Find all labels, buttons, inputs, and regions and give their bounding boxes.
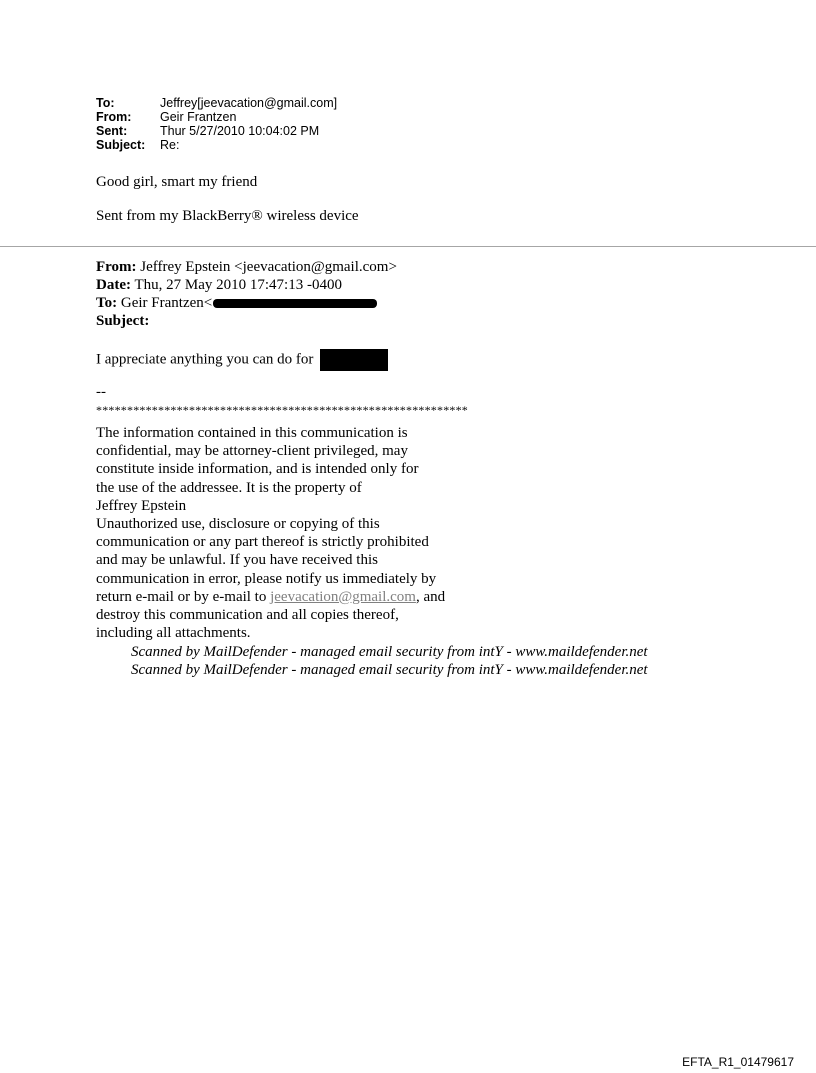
to-value: Jeffrey[jeevacation@gmail.com] [160,96,338,110]
scanned-notice: Scanned by MailDefender - managed email security from intY - www.maildefender.net [131,662,648,678]
quoted-date-label: Date: [96,277,131,293]
to-label: To: [96,96,115,110]
disclaimer-line: destroy this communication and all copies thereof, [96,607,399,624]
quoted-to-value: Geir Frantzen< [120,295,213,311]
disclaimer-link-line [96,588,516,606]
disclaimer-link-suffix: , and [415,588,446,605]
signature-separator: -- [96,384,106,400]
disclaimer-line: confidential, may be attorney-client privileged, may [96,443,408,460]
document-id: EFTA_R1_01479617 [682,1055,794,1069]
disclaimer-link-prefix: return e-mail or by e-mail to [96,588,271,605]
quoted-date-row [96,276,397,294]
email-header [96,96,337,152]
disclaimer-line: Jeffrey Epstein [96,497,187,514]
header-to-row [96,96,337,110]
sent-label: Sent: [96,124,128,138]
divider [0,246,816,247]
quoted-date-value: Thu, 27 May 2010 17:47:13 -0400 [134,277,342,293]
disclaimer [96,424,516,642]
disclaimer-line: communication or any part thereof is strictly prohibited [96,534,429,551]
header-sent-row [96,124,337,138]
quoted-from-label: From: [96,259,137,275]
quoted-body-text: I appreciate anything you can do for [96,351,314,368]
quoted-to-label: To: [96,295,118,311]
sent-value: Thur 5/27/2010 10:04:02 PM [160,124,320,138]
subject-value: Re: [160,138,180,152]
disclaimer-line: Unauthorized use, disclosure or copying of this [96,516,380,533]
quoted-header [96,258,397,330]
redaction-box [320,349,388,371]
email-link[interactable]: jeevacation@gmail.com [270,588,416,605]
header-subject-row [96,138,337,152]
quoted-body [96,349,388,371]
disclaimer-line: and may be unlawful. If you have received this [96,552,378,569]
quoted-subject-label: Subject: [96,313,150,329]
disclaimer-line: constitute inside information, and is intended only for [96,461,419,478]
quoted-subject-row [96,312,397,330]
asterisk-line: ************************************************************ [96,403,468,417]
from-value: Geir Frantzen [160,110,237,124]
quoted-from-value: Jeffrey Epstein <jeevacation@gmail.com> [140,259,397,275]
quoted-to-row [96,294,397,312]
disclaimer-line: the use of the addressee. It is the property of [96,479,362,496]
disclaimer-line: The information contained in this communication is [96,425,408,441]
quoted-from-row [96,258,397,276]
disclaimer-line: communication in error, please notify us immediately by [96,570,437,587]
redaction-bar [213,299,377,308]
reply-body: Good girl, smart my friend [96,174,258,190]
header-from-row [96,110,337,124]
reply-signature: Sent from my BlackBerry® wireless device [96,208,359,224]
disclaimer-line: including all attachments. [96,625,251,642]
from-label: From: [96,110,132,124]
subject-label: Subject: [96,138,146,152]
scanned-notice: Scanned by MailDefender - managed email security from intY - www.maildefender.net [131,644,648,660]
